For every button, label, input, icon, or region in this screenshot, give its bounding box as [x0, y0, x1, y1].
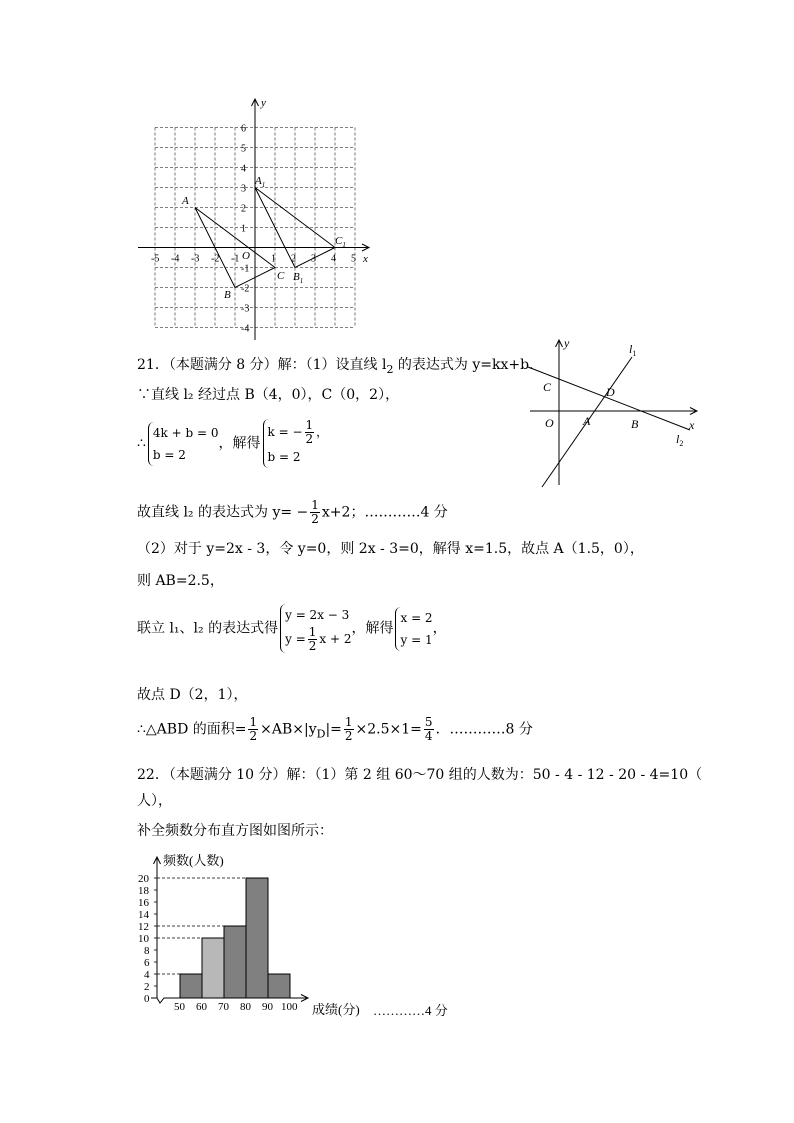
x-tick-label: 5: [351, 253, 356, 265]
q22-line1: 22．（本题满分 10 分）解：（1）第 2 组 60～70 组的人数为：50 - 4 - 12 - 20 - 4=10（: [137, 767, 703, 783]
x-tick-label: -5: [151, 253, 160, 265]
y-tick-label: 10: [138, 933, 149, 945]
x-tick-label: 80: [240, 1001, 251, 1013]
g2-origin: O: [545, 416, 554, 430]
y-axis-label: y: [261, 97, 266, 109]
g2-label-l2: $l_2$: [676, 432, 684, 448]
hist-y-label: 频数(人数): [163, 853, 224, 868]
histogram-bar: [268, 974, 290, 998]
y-tick-label: 4: [241, 163, 246, 175]
x-tick-label: -4: [171, 253, 180, 265]
point-A-label: A: [182, 195, 189, 207]
q21-line2: ∵直线 l₂ 经过点 B（4，0），C（0，2），: [137, 387, 400, 403]
histogram-bar: [202, 938, 224, 998]
q22-line2: 人），: [137, 793, 172, 809]
x-tick-label: -1: [231, 253, 240, 265]
histogram-bar: [246, 878, 268, 998]
y-tick-label: 1: [241, 223, 246, 235]
lines-figure: [525, 332, 705, 492]
frequency-histogram: [128, 848, 468, 1028]
point-C1-label: $C_1$: [335, 235, 346, 249]
q21-union: 联立 l₁、l₂ 的表达式得 y = 2x − 3 y = $\frac{1}{2}$ x + 2 ，解得 x = 2 y = 1 ，: [137, 604, 447, 653]
axes: [138, 99, 369, 340]
g2-point-C: C: [543, 380, 552, 394]
y-tick-label: -4: [241, 323, 250, 335]
y-tick-label: 2: [241, 203, 246, 215]
q21-result: 故直线 l₂ 的表达式为 y= − $\frac{1}{2}$ x+2；…………4 分: [137, 498, 448, 526]
y-tick-label: 6: [144, 957, 150, 969]
point-A1-label: $A_1$: [255, 175, 266, 189]
x-tick-label: 100: [281, 1001, 298, 1013]
y-tick-label: 5: [241, 143, 246, 155]
x-tick-label: 60: [196, 1001, 207, 1013]
y-tick-label: -3: [241, 303, 250, 315]
histogram-bar: [180, 974, 202, 998]
point-C-label: C: [277, 270, 285, 282]
y-tick-label: 16: [138, 897, 149, 909]
g2-point-B: B: [631, 417, 639, 431]
y-tick-label: 18: [138, 885, 149, 897]
triangles: [195, 188, 335, 288]
g2-point-A: A: [583, 414, 591, 428]
y-tick-label: 0: [144, 993, 150, 1005]
x-tick-label: -2: [211, 253, 220, 265]
x-tick-label: 50: [174, 1001, 185, 1013]
x-tick-label: -3: [191, 253, 200, 265]
y-tick-label: -2: [241, 283, 250, 295]
coordinate-grid-figure: [135, 92, 385, 347]
g2-label-l1: $l_1$: [629, 342, 637, 358]
y-tick-label: 12: [138, 921, 149, 933]
g2-y-label: y: [564, 336, 570, 350]
hist-score-tail: …………4 分: [373, 1003, 448, 1018]
y-tick-label: -1: [241, 263, 250, 275]
q21-area: ∴△ABD 的面积= $\frac{1}{2}$ $\times AB\times|y_D|=$ $\frac{1}{2}$ ×2.5×1= $\frac{5}{4}$ ．…………8 分: [137, 715, 533, 743]
q21-part2: （2）对于 y=2x - 3，令 y=0，则 2x - 3=0，解得 x=1.5，故点 A（1.5，0），: [137, 541, 644, 557]
point-B1-label: $B_1$: [293, 271, 304, 285]
y-tick-label: 8: [144, 945, 150, 957]
g2-x-label: x: [689, 418, 695, 432]
y-tick-label: 2: [144, 981, 150, 993]
q21-system-equations: ∴ 4k + b = 0 b = 2 ，解得 k = − $\frac{1}{2}$ ， b = 2: [137, 419, 328, 468]
point-B-label: B: [224, 289, 231, 301]
x-tick-label: 70: [218, 1001, 229, 1013]
g2-point-D: D: [606, 385, 615, 399]
y-tick-label: 4: [144, 969, 150, 981]
y-tick-label: 6: [241, 123, 246, 135]
y-tick-label: 20: [138, 873, 149, 885]
y-tick-label: 14: [138, 909, 149, 921]
x-axis-label: x: [363, 253, 368, 265]
q21-point-d: 故点 D（2，1），: [137, 687, 248, 703]
x-tick-label: 2: [291, 253, 296, 265]
x-tick-label: 3: [311, 253, 316, 265]
q21-ab: 则 AB=2.5，: [137, 573, 224, 589]
x-tick-label: 4: [331, 253, 336, 265]
histogram-bar: [224, 926, 246, 998]
origin-label: O: [242, 250, 250, 262]
x-tick-label: 1: [271, 253, 276, 265]
q22-line3: 补全频数分布直方图如图所示：: [137, 823, 333, 839]
hist-x-label: 成绩(分): [312, 1002, 360, 1017]
y-tick-label: 3: [241, 183, 246, 195]
q21-intro: 21．（本题满分 8 分）解：（1）设直线 $l_2$ 的表达式为 y=kx+b.: [137, 357, 534, 376]
x-tick-label: 90: [262, 1001, 273, 1013]
